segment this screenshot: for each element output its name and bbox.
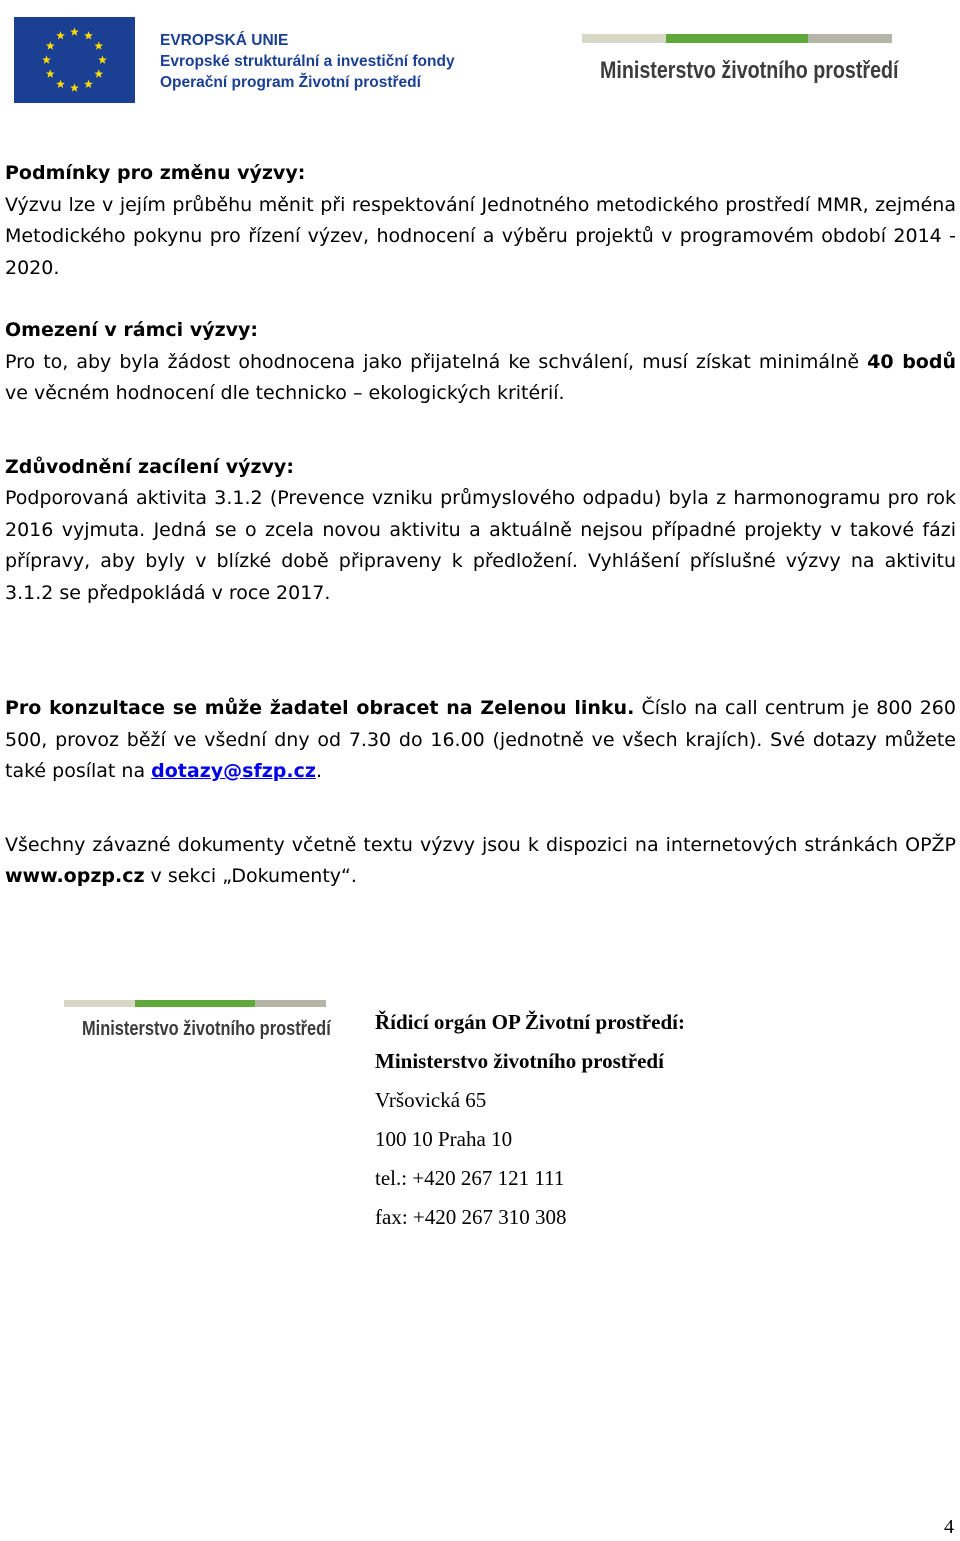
document-body — [5, 158, 956, 893]
eu-star-icon — [94, 69, 103, 77]
ministry-logo-text: Ministerstvo životního prostředí — [600, 57, 899, 84]
eu-star-icon — [84, 80, 93, 88]
section-dokumenty: Všechny závazné dokumenty včetně textu výzvy jsou k dispozici na internetových stránkách OPŽP www.opzp.cz v sekci „Dokumenty“. — [5, 833, 956, 887]
address-city: 100 10 Praha 10 — [375, 1127, 513, 1151]
green-line-note: Pro konzultace se může žadatel obracet na Zelenou linku. — [5, 697, 635, 719]
section-text-omezeni: Pro to, aby byla žádost ohodnocena jako přijatelná ke schválení, musí získat minimálně 40 bodů ve věcném hodnocení dle technicko – ekologických kritérií. — [5, 350, 956, 404]
ministry-logo-text: Ministerstvo životního prostředí — [82, 1018, 331, 1040]
page-number: 4 — [944, 1516, 954, 1538]
address-org: Ministerstvo životního prostředí — [375, 1049, 664, 1073]
address-phone: tel.: +420 267 121 111 — [375, 1166, 565, 1190]
eu-star-icon — [98, 55, 107, 63]
section-heading-zduvodneni: Zdůvodnění zacílení výzvy: — [5, 455, 294, 478]
eu-star-icon — [46, 41, 55, 49]
eu-star-icon — [46, 69, 55, 77]
website-link[interactable]: www.opzp.cz — [5, 865, 145, 887]
ministry-logo-footer — [64, 1000, 331, 1041]
eu-line-3: Operační program Životní prostředí — [160, 74, 421, 91]
eu-star-icon — [94, 41, 103, 49]
eu-flag-logo — [14, 17, 135, 103]
address-fax: fax: +420 267 310 308 — [375, 1205, 567, 1229]
address-block — [375, 1003, 795, 1237]
min-points: 40 bodů — [867, 350, 956, 373]
eu-star-icon — [42, 55, 51, 63]
ministry-logo-header — [582, 34, 899, 85]
eu-star-icon — [56, 80, 65, 88]
eu-line-2: Evropské strukturální a investiční fondy — [160, 53, 455, 70]
logo-color-bar — [582, 34, 892, 43]
section-konzultace: Pro konzultace se může žadatel obracet na Zelenou linku. Číslo na call centrum je 800 260 500, provoz běží ve všední dny od 7.30 do 16.00 (jednotně ve všech krajích). Své dotazy můžete také posílat na dotazy@sfzp.cz. — [5, 697, 956, 782]
section-heading-omezeni: Omezení v rámci výzvy: — [5, 319, 259, 341]
address-street: Vršovická 65 — [375, 1088, 487, 1112]
eu-funding-text — [160, 30, 460, 93]
logo-color-bar — [64, 1000, 326, 1007]
eu-star-icon — [56, 31, 65, 39]
email-link[interactable]: dotazy@sfzp.cz — [151, 760, 316, 782]
eu-star-icon — [84, 31, 93, 39]
address-heading: Řídicí orgán OP Životní prostředí: — [375, 1010, 685, 1034]
section-heading-podminky: Podmínky pro změnu výzvy: — [5, 162, 306, 184]
eu-line-1: EVROPSKÁ UNIE — [160, 32, 289, 49]
eu-star-icon — [70, 27, 79, 35]
section-text-podminky: Výzvu lze v jejím průběhu měnit při respektování Jednotného metodického prostředí MMR, zejména Metodického pokynu pro řízení výzev, hodnocení a výběru projektů v programovém období 2014 - 2020. — [5, 193, 956, 279]
section-text-zduvodneni: Podporovaná aktivita 3.1.2 (Prevence vzniku průmyslového odpadu) byla z harmonogramu pro rok 2016 vyjmuta. Jedná se o zcela novou aktivitu a aktuálně nejsou případné projekty v takové fázi přípravy, aby byly v blízké době připraveny k předložení. Vyhlášení příslušné výzvy na aktivitu 3.1.2 se předpokládá v roce 2017. — [5, 487, 956, 604]
eu-stars-icon — [14, 17, 135, 103]
eu-star-icon — [70, 83, 79, 91]
